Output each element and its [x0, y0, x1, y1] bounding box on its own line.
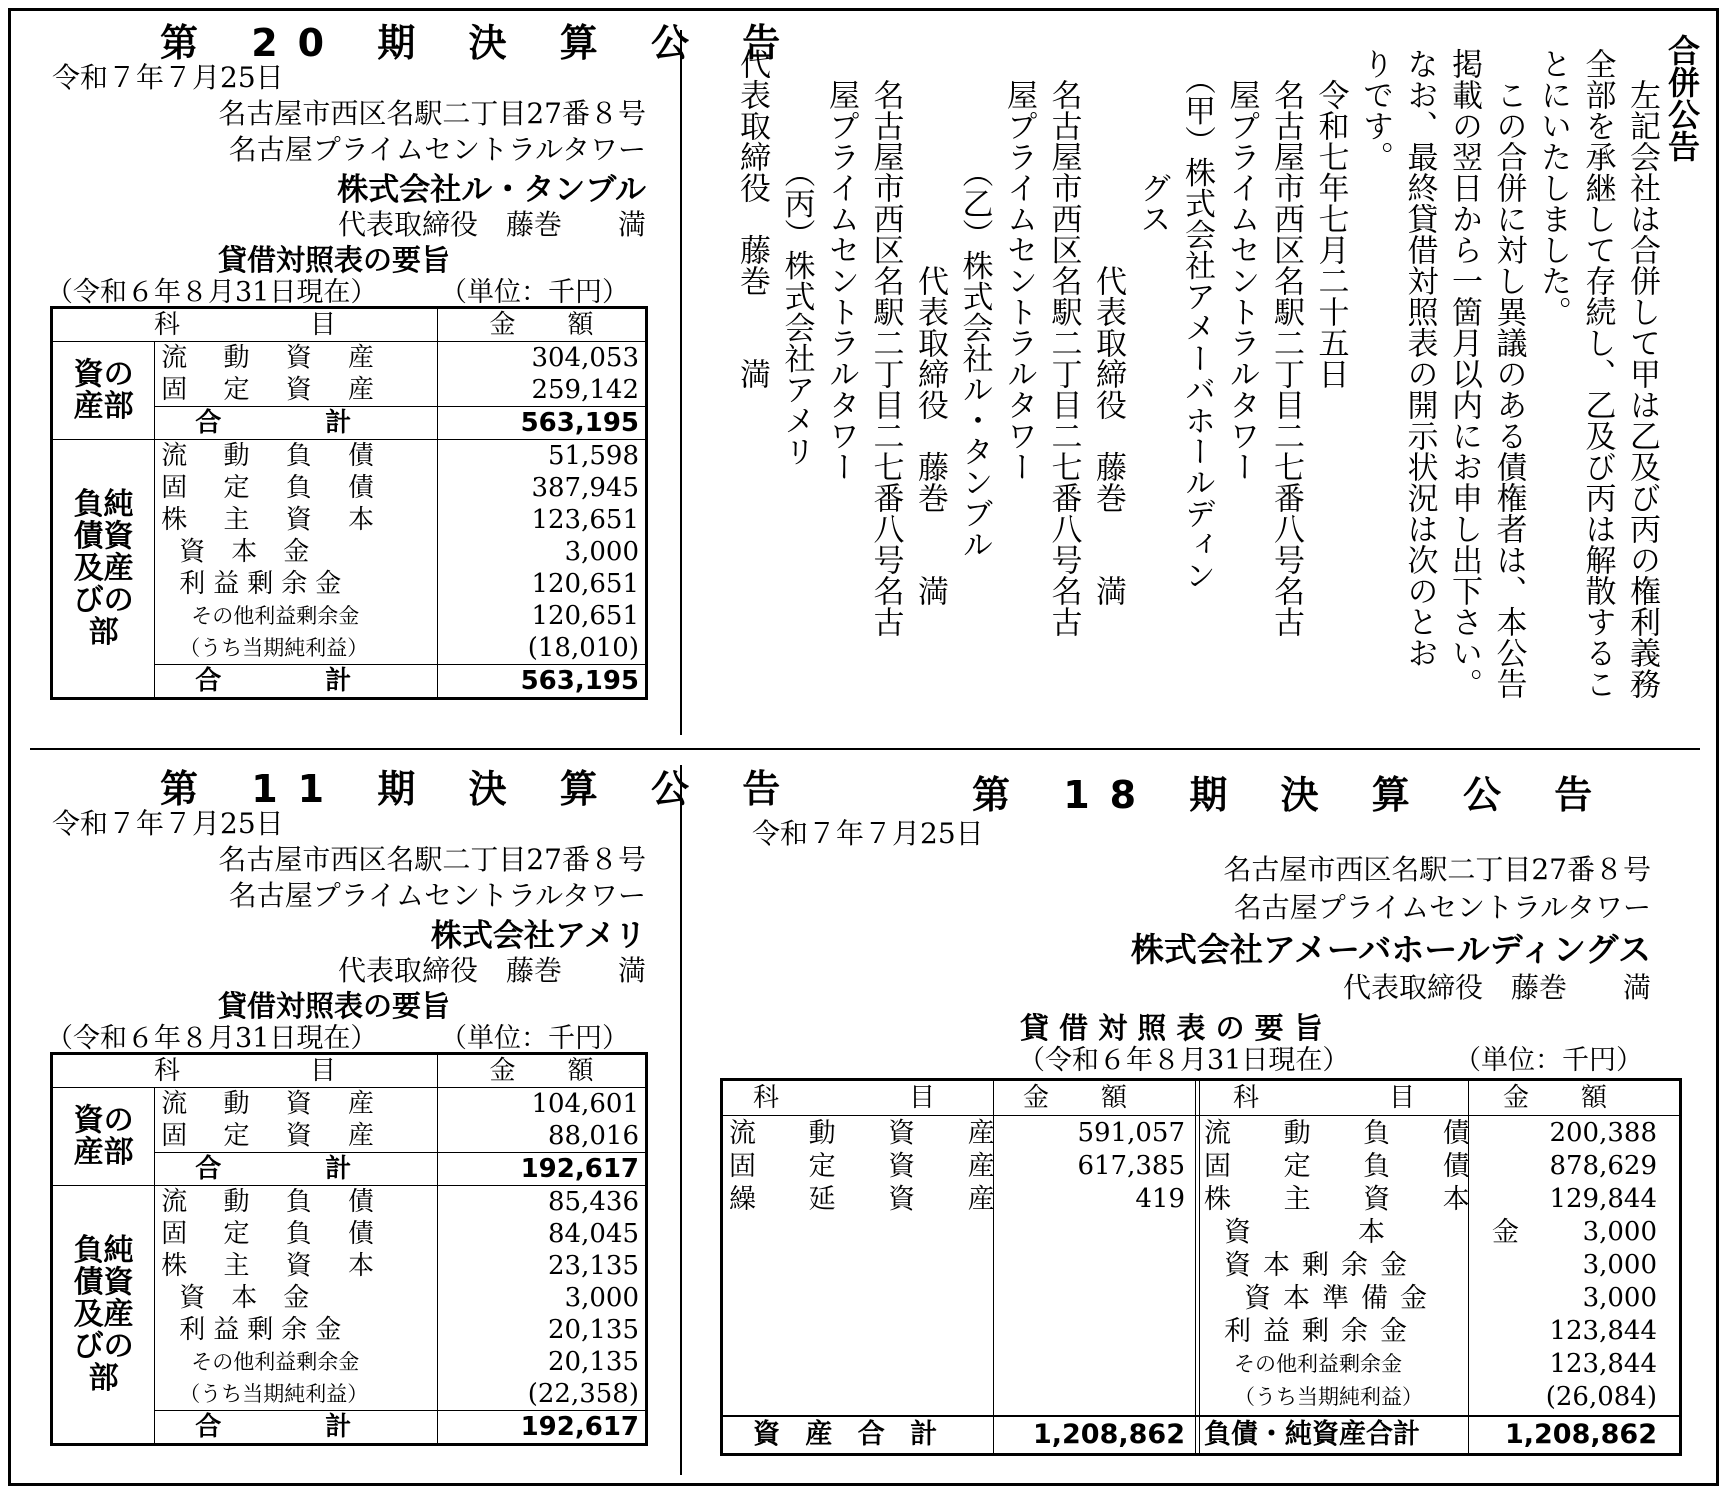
merger-text-column: 代表取締役 藤巻 満 [1090, 48, 1126, 606]
row-value: 51,598 [437, 440, 646, 473]
row-label: 固 定 負 債 [155, 472, 438, 504]
row-label: 固 定 資 産 [155, 374, 438, 407]
asset-row-value: 617,385 [1077, 1151, 1185, 1181]
notice-11-address: 名古屋市西区名駅二丁目27番８号 [218, 843, 646, 876]
liability-row-value: 200,388 [1549, 1118, 1657, 1148]
row-label: 固 定 資 産 [155, 1120, 438, 1153]
row-label: 流 動 資 産 [155, 1088, 438, 1121]
horizontal-divider [30, 748, 1700, 750]
liability-row-label: （うち当期純利益） [1234, 1385, 1423, 1409]
notice-20-date: 令和７年７月25日 [52, 61, 284, 94]
row-rule [723, 1415, 1679, 1417]
liability-row-value: 129,844 [1549, 1184, 1657, 1214]
notice-20-address: 名古屋市西区名駅二丁目27番８号 [218, 97, 646, 130]
row-value: 20,135 [437, 1314, 646, 1346]
liab-total-value: 1,208,862 [1504, 1419, 1657, 1450]
asset-row-label: 繰 延 資 産 [729, 1184, 1017, 1215]
row-label: （うち当期純利益） [155, 1378, 438, 1411]
notice-20-balance-sheet [50, 306, 648, 700]
row-label: その他利益剰余金 [155, 1346, 438, 1378]
row-label: その他利益剰余金 [155, 600, 438, 632]
vertical-divider-top [680, 30, 682, 735]
row-label: 資 本 金 [155, 1282, 438, 1314]
col-rule [1199, 1081, 1200, 1453]
notice-20-bs-title: 貸借対照表の要旨 [218, 243, 451, 277]
row-label: 固 定 負 債 [155, 1218, 438, 1250]
merger-text-column: 令和七年七月二十五日 [1312, 48, 1349, 389]
liab-total-label: 合 計 [155, 665, 438, 699]
col-header-amount: 金 額 [437, 308, 646, 342]
notice-18-date: 令和７年７月25日 [752, 817, 984, 850]
liability-row-label: 固 定 負 債 [1204, 1151, 1492, 1182]
merger-text-column: 名古屋市西区名駅二丁目二七番八号名古 [1268, 48, 1304, 637]
notice-18-title: 第 18 期 決 算 公 告 [972, 773, 1613, 817]
row-label: 利益剰余金 [155, 1314, 438, 1346]
notice-18-building: 名古屋プライムセントラルタワー [1233, 891, 1651, 924]
row-value: 23,135 [437, 1250, 646, 1282]
notice-20-company: 株式会社ル・タンブル [337, 172, 646, 208]
col-header-item-right: 科 目 [1233, 1083, 1416, 1113]
row-value: 120,651 [437, 568, 646, 600]
row-value: 123,651 [437, 504, 646, 536]
row-value: 259,142 [437, 374, 646, 407]
merger-text-column: とにいたしました。 [1535, 48, 1571, 327]
merger-text-column: （丙）株式会社アメリ [778, 48, 815, 467]
notice-20-building: 名古屋プライムセントラルタワー [228, 133, 646, 166]
merger-title: 合併公告 [1663, 34, 1701, 162]
merger-text-column: （乙）株式会社ル・タンブル [956, 48, 993, 560]
col-header-amount-left: 金 額 [1023, 1083, 1128, 1113]
merger-text-column: 左記会社は合併して甲は乙及び丙の権利義務 [1624, 48, 1660, 699]
merger-text-column: この合併に対し異議のある債権者は、本公告 [1490, 48, 1527, 699]
row-value: 88,016 [437, 1120, 646, 1153]
liability-row-label: 流 動 負 債 [1204, 1118, 1492, 1149]
assets-section-label: 資の産部 [52, 1088, 155, 1186]
liab-total-value: 192,617 [437, 1411, 646, 1445]
merger-text-column: グス [1134, 48, 1171, 234]
row-label: 資 本 金 [155, 536, 438, 568]
row-label: 流 動 負 債 [155, 1186, 438, 1219]
row-value: (22,358) [437, 1378, 646, 1411]
notice-11-as-of: （令和６年８月31日現在） [46, 1023, 378, 1054]
assets-section-label: 資の産部 [52, 342, 155, 440]
liability-row-value: 123,844 [1549, 1316, 1657, 1346]
row-label: （うち当期純利益） [155, 632, 438, 665]
notice-11-title: 第 11 期 決 算 公 告 [160, 767, 801, 811]
assets-total-label: 合 計 [155, 407, 438, 440]
liability-row-label: 資本剰余金 [1224, 1250, 1419, 1281]
assets-total-label: 資 産 合 計 [753, 1419, 946, 1450]
notice-11-date: 令和７年７月25日 [52, 807, 284, 840]
liability-row-value: 123,844 [1549, 1349, 1657, 1379]
liability-row-value: 878,629 [1549, 1151, 1657, 1181]
row-value: 304,053 [437, 342, 646, 375]
assets-total-label: 合 計 [155, 1153, 438, 1186]
asset-row-value: 419 [1135, 1184, 1185, 1214]
liabilities-section-label: 負純債資及産びの部 [52, 440, 155, 699]
liab-total-label: 負債・純資産合計 [1204, 1419, 1420, 1450]
col-header-item: 科 目 [52, 308, 438, 342]
notice-11-bs-title: 貸借対照表の要旨 [218, 989, 451, 1023]
vertical-divider-bottom [680, 765, 682, 1475]
col-header-amount: 金 額 [437, 1054, 646, 1088]
notice-20-unit: （単位：千円） [440, 277, 629, 308]
merger-text-column: なお、最終貸借対照表の開示状況は次のとお [1401, 48, 1438, 668]
merger-text-column: 掲載の翌日から一箇月以内にお申し出下さい。 [1446, 48, 1482, 699]
assets-total-value: 192,617 [437, 1153, 646, 1186]
col-header-item-left: 科 目 [753, 1083, 936, 1113]
notice-18-representative: 代表取締役 藤巻 満 [1342, 971, 1651, 1004]
notice-11-unit: （単位：千円） [440, 1023, 629, 1054]
col-header-item: 科 目 [52, 1054, 438, 1088]
liability-row-label: 株 主 資 本 [1204, 1184, 1492, 1215]
col-rule [1195, 1081, 1196, 1453]
liability-row-label: 資 本 金 [1224, 1217, 1559, 1248]
liab-total-label: 合 計 [155, 1411, 438, 1445]
notice-11-balance-sheet [50, 1052, 648, 1446]
asset-row-label: 固 定 資 産 [729, 1151, 1017, 1182]
row-value: (18,010) [437, 632, 646, 665]
liability-row-label: その他利益剰余金 [1234, 1352, 1402, 1376]
col-header-amount-right: 金 額 [1503, 1083, 1608, 1113]
notice-18-address: 名古屋市西区名駅二丁目27番８号 [1223, 853, 1651, 886]
merger-text-column: 屋プライムセントラルタワー [1223, 48, 1260, 482]
row-value: 3,000 [437, 1282, 646, 1314]
row-value: 120,651 [437, 600, 646, 632]
liability-row-value: 3,000 [1582, 1250, 1657, 1280]
row-rule [723, 1115, 1679, 1116]
liability-row-value: (26,084) [1545, 1382, 1657, 1412]
merger-text-column: 全部を承継して存続し、乙及び丙は解散するこ [1579, 48, 1616, 699]
assets-total-value: 563,195 [437, 407, 646, 440]
merger-text-column: 屋プライムセントラルタワー [823, 48, 859, 482]
row-label: 利益剰余金 [155, 568, 438, 600]
notice-11-representative: 代表取締役 藤巻 満 [337, 954, 646, 987]
notice-20-title: 第 20 期 決 算 公 告 [160, 21, 801, 65]
merger-text-column: （甲）株式会社アメーバホールディン [1179, 48, 1215, 591]
notice-18-company: 株式会社アメーバホールディングス [1130, 930, 1651, 969]
notice-20-as-of: （令和６年８月31日現在） [46, 277, 378, 308]
notice-18-unit: （単位：千円） [1454, 1045, 1643, 1076]
liability-row-label: 利益剰余金 [1224, 1316, 1419, 1347]
row-value: 104,601 [437, 1088, 646, 1121]
liabilities-section-label: 負純債資及産びの部 [52, 1186, 155, 1445]
notice-11-company: 株式会社アメリ [430, 918, 646, 954]
merger-text-column: 代表取締役 藤巻 満 [734, 48, 770, 389]
asset-row-value: 591,057 [1077, 1118, 1185, 1148]
row-value: 20,135 [437, 1346, 646, 1378]
row-value: 387,945 [437, 472, 646, 504]
row-value: 85,436 [437, 1186, 646, 1219]
notice-20-representative: 代表取締役 藤巻 満 [337, 208, 646, 241]
merger-text-column: 代表取締役 藤巻 満 [912, 48, 948, 606]
row-label: 株 主 資 本 [155, 504, 438, 536]
row-value: 3,000 [437, 536, 646, 568]
row-label: 株 主 資 本 [155, 1250, 438, 1282]
merger-text-column: 屋プライムセントラルタワー [1001, 48, 1037, 482]
notice-18-balance-sheet [720, 1078, 1682, 1456]
merger-text-column: りです。 [1357, 48, 1393, 172]
assets-total-value: 1,208,862 [1032, 1419, 1185, 1450]
liability-row-value: 3,000 [1582, 1217, 1657, 1247]
row-label: 流 動 負 債 [155, 440, 438, 473]
liab-total-value: 563,195 [437, 665, 646, 699]
asset-row-label: 流 動 資 産 [729, 1118, 1017, 1149]
row-value: 84,045 [437, 1218, 646, 1250]
liability-row-value: 3,000 [1582, 1283, 1657, 1313]
liability-row-label: 資本準備金 [1244, 1283, 1439, 1314]
notice-18-bs-title: 貸 借 対 照 表 の 要 旨 [1020, 1011, 1323, 1045]
row-label: 流 動 資 産 [155, 342, 438, 375]
merger-text-column: 名古屋市西区名駅二丁目二七番八号名古 [1045, 48, 1082, 637]
merger-text-column: 名古屋市西区名駅二丁目二七番八号名古 [867, 48, 904, 637]
notice-11-building: 名古屋プライムセントラルタワー [228, 879, 646, 912]
notice-18-as-of: （令和６年８月31日現在） [1018, 1045, 1350, 1076]
